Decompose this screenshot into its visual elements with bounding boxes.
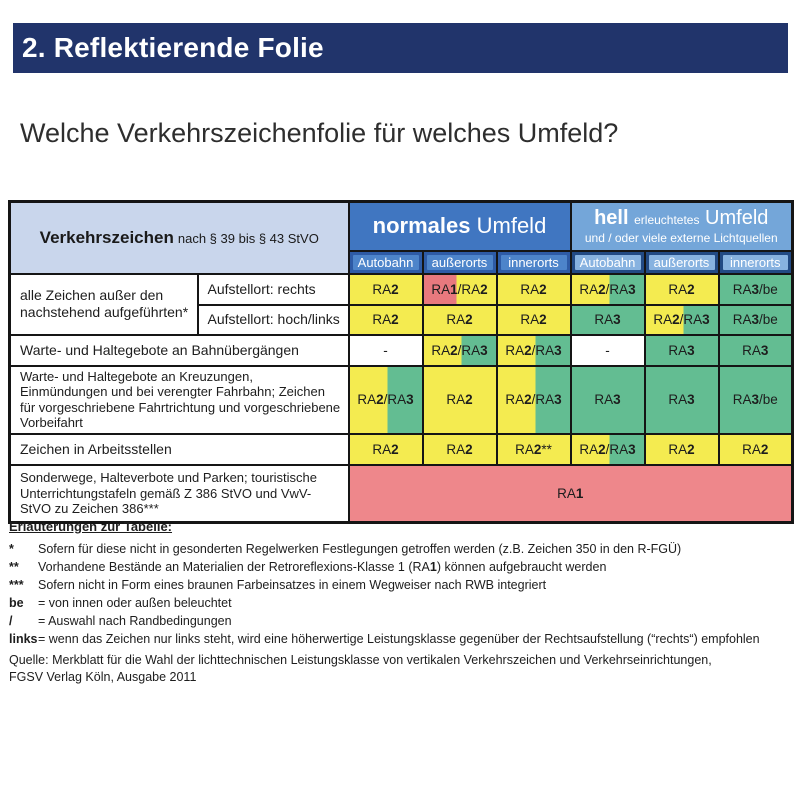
ra-cell: RA2 xyxy=(423,366,497,434)
row-label-sonderwege: Sonderwege, Halteverbote und Parken; touristische Unterrichtungstafeln gemäß Z 386 StVO und VwV-StVO zu Zeichen 386*** xyxy=(10,465,349,523)
ra-cell-ra1-span: RA1 xyxy=(349,465,793,523)
subheader-innerorts-hell: innerorts xyxy=(719,251,793,274)
table-row xyxy=(10,335,793,366)
ra-cell: RA3 xyxy=(719,335,793,366)
row-label-alle-zeichen: alle Zeichen außer den nachstehend aufgeführten* xyxy=(10,274,198,335)
subheader-autobahn-normal: Autobahn xyxy=(349,251,423,274)
ra-cell: RA2** xyxy=(497,434,571,465)
normales-rest: Umfeld xyxy=(476,213,547,239)
ra-cell: RA3/be xyxy=(719,274,793,305)
ra-cell: RA3 xyxy=(571,366,645,434)
table-row xyxy=(10,434,793,465)
ra-cell: RA2 xyxy=(423,434,497,465)
ra-cell: RA2 xyxy=(349,274,423,305)
note-item: ** Vorhandene Bestände an Materialien der Retroreflexions-Klasse 1 (RA1) können aufgebraucht werden xyxy=(9,560,607,574)
corner-title: Verkehrszeichen xyxy=(39,227,174,247)
header-hell-umfeld xyxy=(571,202,793,251)
note-item: / = Auswahl nach Randbedingungen xyxy=(9,614,232,628)
corner-suffix: nach § 39 bis § 43 StVO xyxy=(177,230,319,246)
ra-cell: RA2 xyxy=(645,434,719,465)
subheader-ausserorts-hell: außerorts xyxy=(645,251,719,274)
ra-cell: RA2 xyxy=(349,434,423,465)
notes-heading: Erläuterungen zur Tabelle: xyxy=(9,519,173,534)
subheader-ausserorts-normal: außerorts xyxy=(423,251,497,274)
section-title: 2. Reflektierende Folie xyxy=(22,32,324,63)
row-label-kreuzungen: Warte- und Haltegebote an Kreuzungen, Einmündungen und bei verengter Fahrbahn; Zeichen für vorgeschriebene Fahrtrichtung und vorgeschriebene Vorbeifahrt xyxy=(10,366,349,434)
ra-cell: RA1/RA2 xyxy=(423,274,497,305)
ra-cell: RA2 xyxy=(497,305,571,335)
ra-cell: RA2 xyxy=(719,434,793,465)
ra-cell: RA2/RA3 xyxy=(349,366,423,434)
ra-cell: RA3 xyxy=(645,335,719,366)
ra-cell: RA2/RA3 xyxy=(423,335,497,366)
row-label-bahnuebergaenge: Warte- und Haltegebote an Bahnübergängen xyxy=(10,335,349,366)
ra-cell: RA2/RA3 xyxy=(497,366,571,434)
hell-line2: und / oder viele externe Lichtquellen xyxy=(584,231,778,246)
note-item: links = wenn das Zeichen nur links steht, wird eine höherwertige Leistungsklasse gegenüber der Rechtsaufstellung (“rechts“) empfohlen xyxy=(9,632,760,646)
normales-bold: normales xyxy=(372,213,471,239)
ra-cell: RA2/RA3 xyxy=(571,274,645,305)
source-reference xyxy=(9,652,712,686)
source-line2: FGSV Verlag Köln, Ausgabe 2011 xyxy=(9,670,197,684)
table-row xyxy=(10,274,793,305)
ra-cell: RA2/RA3 xyxy=(497,335,571,366)
ra-cell: RA2 xyxy=(423,305,497,335)
note-item: *** Sofern nicht in Form eines braunen Farbeinsatzes in einem Wegweiser nach RWB integriert xyxy=(9,578,547,592)
hell-bold: hell xyxy=(594,207,629,230)
table-corner-header xyxy=(10,202,349,274)
folie-table xyxy=(8,200,794,524)
note-item: * Sofern für diese nicht in gesonderten Regelwerken Festlegungen getroffen werden (z.B. Zeichen 350 in den R-FGÜ) xyxy=(9,542,682,556)
table-row xyxy=(10,465,793,523)
ra-cell: RA2 xyxy=(349,305,423,335)
ra-cell: RA2/RA3 xyxy=(645,305,719,335)
table-row xyxy=(10,366,793,434)
hell-rest: Umfeld xyxy=(705,207,769,230)
ra-cell: RA3 xyxy=(645,366,719,434)
note-item: be = von innen oder außen beleuchtet xyxy=(9,596,232,610)
row-label-aufstellort-hochlinks: Aufstellort: hoch/links xyxy=(198,305,349,335)
hell-small: erleuchtetes xyxy=(634,213,700,228)
table-notes xyxy=(9,519,791,649)
subheader-innerorts-normal: innerorts xyxy=(497,251,571,274)
ra-cell: RA2 xyxy=(497,274,571,305)
ra-cell: RA2/RA3 xyxy=(571,434,645,465)
ra-cell: RA3/be xyxy=(719,366,793,434)
page-subtitle: Welche Verkehrszeichenfolie für welches Umfeld? xyxy=(20,118,619,148)
hell-line1 xyxy=(572,207,792,231)
ra-cell: - xyxy=(349,335,423,366)
row-label-arbeitsstellen: Zeichen in Arbeitsstellen xyxy=(10,434,349,465)
ra-cell: RA2 xyxy=(645,274,719,305)
ra-cell: - xyxy=(571,335,645,366)
header-normales-umfeld xyxy=(349,202,571,251)
source-line1: Quelle: Merkblatt für die Wahl der lichttechnischen Leistungsklasse von vertikalen Verkehrszeichen und Verkehrseinrichtungen, xyxy=(9,653,712,667)
ra-cell: RA3 xyxy=(571,305,645,335)
row-label-aufstellort-rechts: Aufstellort: rechts xyxy=(198,274,349,305)
subheader-autobahn-hell: Autobahn xyxy=(571,251,645,274)
ra-cell: RA3/be xyxy=(719,305,793,335)
section-title-bar xyxy=(13,23,788,73)
